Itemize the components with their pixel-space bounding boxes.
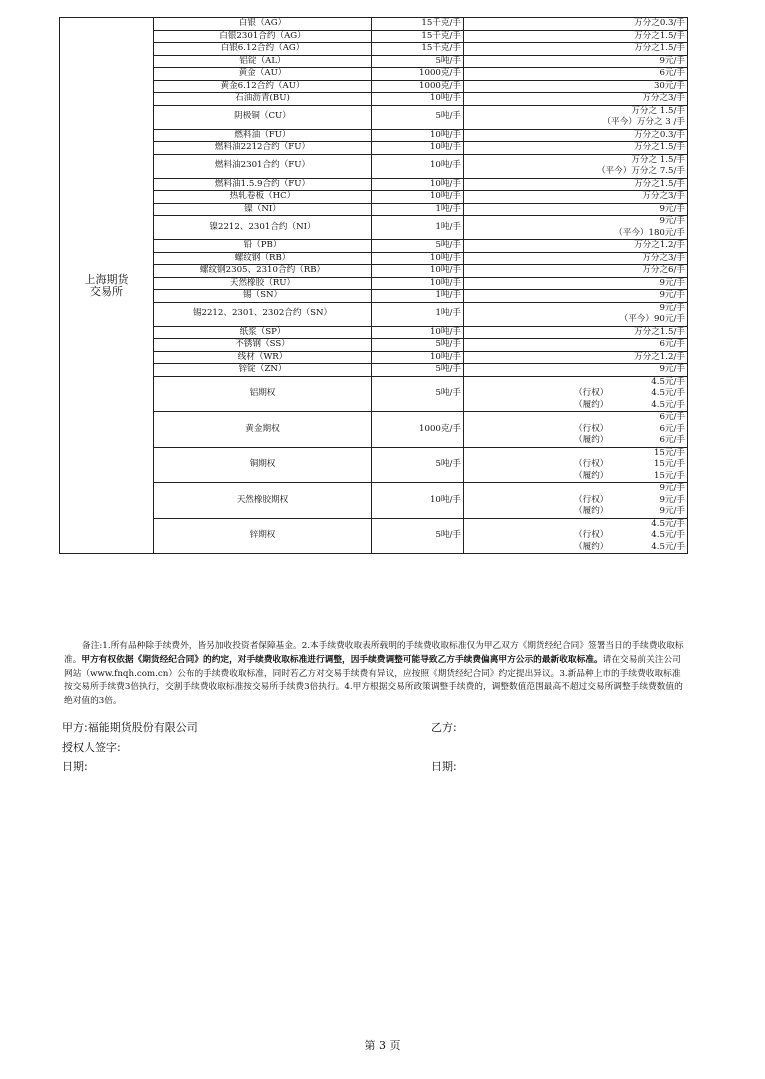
trading-unit: 10吨/手 [372, 129, 464, 142]
table-row [60, 55, 688, 68]
exchange-name-line1: 上海期货 [84, 273, 129, 286]
fee-value: （平今）万分之 7.5/手 [596, 166, 685, 176]
trading-unit: 5吨/手 [372, 518, 464, 554]
fee-table [59, 17, 688, 554]
fee-value: （平今）180元/手 [614, 227, 685, 238]
trading-unit: 10吨/手 [372, 351, 464, 364]
fee-cell [464, 18, 688, 31]
fee-cell [464, 80, 688, 93]
fee-value: 万分之3/手 [642, 252, 685, 263]
fee-value: （平今）90元/手 [619, 314, 685, 324]
option-fee-line [466, 459, 685, 471]
fee-value: 万分之3/手 [642, 191, 685, 201]
option-row [60, 483, 688, 519]
table-row [60, 252, 688, 265]
fee-cell [464, 364, 688, 377]
product-name: 阴极铜（CU） [154, 105, 372, 129]
trading-unit: 1000克/手 [372, 80, 464, 93]
option-fee-cell [464, 412, 688, 448]
product-name: 螺纹钢2305、2310合约（RB） [154, 265, 372, 278]
trading-unit: 1000克/手 [372, 68, 464, 81]
fee-cell [464, 216, 688, 240]
product-name: 石油沥青(BU) [154, 93, 372, 106]
product-name: 燃料油2212合约（FU） [154, 142, 372, 155]
table-row [60, 178, 688, 191]
fee-cell [464, 55, 688, 68]
fee-value: 万分之6/手 [642, 265, 685, 275]
fee-value: 4.5元/手 [651, 388, 685, 398]
table-row [60, 191, 688, 204]
option-name: 黄金期权 [154, 412, 372, 448]
fee-value: 4.5元/手 [651, 376, 685, 387]
table-row [60, 339, 688, 352]
fee-value: 6元/手 [659, 339, 685, 349]
option-fee-line [466, 435, 685, 447]
trading-unit: 10吨/手 [372, 252, 464, 265]
fee-value: 15元/手 [653, 459, 685, 469]
exercise-label: （行权） [574, 388, 609, 398]
table-row [60, 326, 688, 339]
fulfill-label: （履约） [574, 470, 609, 481]
fee-cell [464, 339, 688, 352]
product-name: 线材（WR） [154, 351, 372, 364]
fee-value: 9元/手 [659, 483, 685, 493]
fulfill-label: （履约） [574, 506, 609, 516]
option-row [60, 447, 688, 483]
table-row [60, 351, 688, 364]
fee-cell [464, 203, 688, 216]
trading-unit: 15千克/手 [372, 18, 464, 31]
fee-value: 9元/手 [659, 216, 685, 226]
notes-text-2: 请在交易前关注公司网站（www.fnqh.com.cn）公布的手续费收取标准，同时若乙方对交易手续费有异议，应按照《期货经纪合同》约定提出异议。3.新品种上市的手续费收取标准按交易所手续费3倍执行，交割手续费收取标准按交易所手续费3倍执行。4.甲方根据交易所政策调整手续费的，调整数值范围最高不超过交易所调整手续费数值的绝对值的3倍。 [64, 654, 683, 707]
fee-cell [464, 326, 688, 339]
option-fee-cell [464, 518, 688, 554]
fee-cell [464, 290, 688, 303]
exchange-name-line2: 交易所 [90, 284, 123, 298]
fee-cell [464, 93, 688, 106]
fee-value: 万分之1.5/手 [634, 43, 685, 53]
table-row [60, 265, 688, 278]
fee-value: 4.5元/手 [651, 530, 685, 540]
trading-unit: 5吨/手 [372, 376, 464, 412]
trading-unit: 10吨/手 [372, 93, 464, 106]
fee-value: 15元/手 [653, 470, 685, 481]
trading-unit: 10吨/手 [372, 178, 464, 191]
date-label-b: 日期: [431, 760, 457, 773]
notes-text-1: 备注:1.所有品种除手续费外，皆另加收投资者保障基金。2.本手续费收取表所载明的手续费收取标准仅为甲乙双方《期货经纪合同》签署当日的手续费收取标准。 [64, 641, 684, 665]
option-row [60, 412, 688, 448]
party-a-label: 甲方:福能期货股份有限公司 [62, 721, 198, 734]
option-fee-line [466, 377, 685, 389]
trading-unit: 1000克/手 [372, 412, 464, 448]
fee-value: 万分之1.5/手 [634, 142, 685, 152]
date-label-a: 日期: [62, 760, 88, 773]
option-fee-line [466, 506, 685, 518]
trading-unit: 5吨/手 [372, 447, 464, 483]
fee-value: 4.5元/手 [651, 518, 685, 529]
trading-unit: 10吨/手 [372, 483, 464, 519]
fee-cell [464, 178, 688, 191]
trading-unit: 10吨/手 [372, 326, 464, 339]
page-number: 第 3 页 [364, 1039, 401, 1052]
table-row [60, 30, 688, 43]
product-name: 锡2212、2301、2302合约（SN） [154, 302, 372, 326]
trading-unit: 10吨/手 [372, 142, 464, 155]
product-name: 黄金（AU） [154, 68, 372, 81]
fee-cell [464, 43, 688, 56]
exchange-cell [60, 18, 154, 554]
fulfill-label: （履约） [574, 435, 609, 445]
option-name: 锌期权 [154, 518, 372, 554]
option-name: 铝期权 [154, 376, 372, 412]
trading-unit: 5吨/手 [372, 105, 464, 129]
fee-cell [464, 252, 688, 265]
fee-value: 4.5元/手 [651, 399, 685, 410]
table-row [60, 154, 688, 178]
option-fee-line [466, 530, 685, 542]
table-row [60, 364, 688, 377]
product-name: 纸浆（SP） [154, 326, 372, 339]
fee-value: 万分之0.3/手 [634, 18, 685, 28]
fee-value: 万分之1.5/手 [634, 30, 685, 41]
fee-value: （平今）万分之 3 /手 [602, 117, 685, 127]
fee-value: 6元/手 [659, 68, 685, 78]
fee-value: 万分之3/手 [642, 93, 685, 103]
table-row [60, 68, 688, 81]
trading-unit: 10吨/手 [372, 265, 464, 278]
fee-value: 万分之0.3/手 [634, 129, 685, 140]
trading-unit: 15千克/手 [372, 30, 464, 43]
exercise-label: （行权） [574, 459, 609, 469]
fulfill-label: （履约） [574, 399, 609, 410]
fee-cell [464, 129, 688, 142]
table-row [60, 302, 688, 326]
fee-value: 9元/手 [659, 302, 685, 313]
fee-value: 9元/手 [659, 506, 685, 516]
fee-value: 9元/手 [659, 494, 685, 505]
fee-cell [464, 351, 688, 364]
notes-bold-text: 甲方有权依据《期货经纪合同》的约定，对手续费收取标准进行调整，因手续费调整可能导致乙方手续费偏离甲方公示的最新收取标准。 [81, 654, 603, 665]
product-name: 燃料油1.5.9合约（FU） [154, 178, 372, 191]
trading-unit: 1吨/手 [372, 302, 464, 326]
table-row [60, 80, 688, 93]
product-name: 螺纹钢（RB） [154, 252, 372, 265]
fee-cell [464, 302, 688, 326]
fee-cell [464, 142, 688, 155]
product-name: 铝锭（AL） [154, 55, 372, 68]
fee-value: 6元/手 [659, 435, 685, 445]
trading-unit: 15千克/手 [372, 43, 464, 56]
fee-value: 15元/手 [653, 447, 685, 458]
table-row [60, 216, 688, 240]
table-row [60, 203, 688, 216]
option-fee-line [466, 400, 685, 412]
exercise-label: （行权） [574, 423, 609, 434]
fee-cell [464, 240, 688, 253]
table-row [60, 43, 688, 56]
trading-unit: 5吨/手 [372, 55, 464, 68]
product-name: 热轧卷板（HC） [154, 191, 372, 204]
trading-unit: 10吨/手 [372, 277, 464, 290]
product-name: 白银（AG） [154, 18, 372, 31]
product-name: 白银2301合约（AG） [154, 30, 372, 43]
product-name: 锌锭（ZN） [154, 364, 372, 377]
table-row [60, 277, 688, 290]
fee-value: 6元/手 [659, 412, 685, 422]
fee-value: 万分之 1.5/手 [631, 154, 685, 165]
fee-value: 9元/手 [659, 290, 685, 300]
fee-cell [464, 105, 688, 129]
trading-unit: 1吨/手 [372, 203, 464, 216]
fee-value: 万分之 1.5/手 [631, 105, 685, 116]
party-b-label: 乙方: [431, 721, 457, 734]
fee-value: 万分之1.2/手 [634, 351, 685, 362]
product-name: 镍（NI） [154, 203, 372, 216]
fee-cell [464, 191, 688, 204]
fee-value: 6元/手 [659, 423, 685, 434]
trading-unit: 10吨/手 [372, 154, 464, 178]
table-row [60, 129, 688, 142]
table-row [60, 290, 688, 303]
option-fee-cell [464, 447, 688, 483]
fee-value: 9元/手 [659, 277, 685, 288]
trading-unit: 5吨/手 [372, 240, 464, 253]
trading-unit: 1吨/手 [372, 290, 464, 303]
fee-cell [464, 277, 688, 290]
fee-cell [464, 68, 688, 81]
trading-unit: 1吨/手 [372, 216, 464, 240]
notes-paragraph [64, 640, 688, 709]
option-name: 铜期权 [154, 447, 372, 483]
fee-value: 万分之1.5/手 [634, 178, 685, 189]
fee-value: 9元/手 [659, 203, 685, 214]
fee-cell [464, 265, 688, 278]
product-name: 锡（SN） [154, 290, 372, 303]
option-fee-line [466, 519, 685, 531]
product-name: 黄金6.12合约（AU） [154, 80, 372, 93]
exercise-label: （行权） [574, 530, 609, 540]
table-row [60, 142, 688, 155]
trading-unit: 5吨/手 [372, 364, 464, 377]
authorized-signature-label: 授权人签字: [62, 741, 121, 754]
option-fee-line [466, 448, 685, 460]
option-fee-line [466, 412, 685, 424]
option-name: 天然橡胶期权 [154, 483, 372, 519]
product-name: 白银6.12合约（AG） [154, 43, 372, 56]
trading-unit: 5吨/手 [372, 339, 464, 352]
table-row [60, 93, 688, 106]
option-fee-line [466, 388, 685, 400]
product-name: 天然橡胶（RU） [154, 277, 372, 290]
option-fee-line [466, 424, 685, 436]
product-name: 不锈钢（SS） [154, 339, 372, 352]
table-row [60, 105, 688, 129]
option-row [60, 518, 688, 554]
option-fee-line [466, 542, 685, 554]
product-name: 燃料油2301合约（FU） [154, 154, 372, 178]
option-fee-line [466, 471, 685, 483]
fulfill-label: （履约） [574, 541, 609, 552]
fee-value: 30元/手 [653, 80, 685, 91]
product-name: 铅（PB） [154, 240, 372, 253]
exercise-label: （行权） [574, 494, 609, 505]
option-fee-cell [464, 483, 688, 519]
fee-value: 万分之1.2/手 [634, 240, 685, 250]
option-fee-line [466, 483, 685, 495]
table-row [60, 240, 688, 253]
product-name: 燃料油（FU） [154, 129, 372, 142]
fee-value: 9元/手 [659, 55, 685, 66]
table-row [60, 18, 688, 31]
fee-cell [464, 30, 688, 43]
fee-value: 9元/手 [659, 364, 685, 374]
trading-unit: 10吨/手 [372, 191, 464, 204]
fee-value: 4.5元/手 [651, 541, 685, 552]
option-row [60, 376, 688, 412]
product-name: 镍2212、2301合约（NI） [154, 216, 372, 240]
option-fee-line [466, 495, 685, 507]
fee-value: 万分之1.5/手 [634, 326, 685, 337]
fee-cell [464, 154, 688, 178]
option-fee-cell [464, 376, 688, 412]
